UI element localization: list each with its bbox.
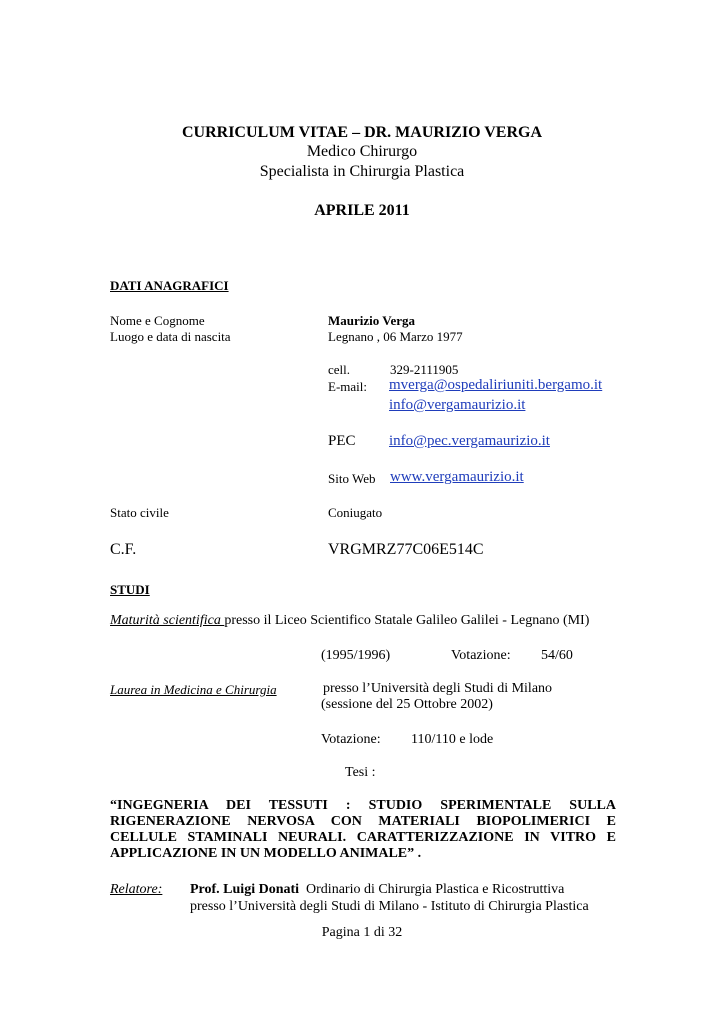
pec-link[interactable]: info@pec.vergamaurizio.it <box>389 433 550 449</box>
thesis-title: “INGEGNERIA DEI TESSUTI : STUDIO SPERIMENTALE SULLA RIGENERAZIONE NERVOSA CON MATERIALI BIOPOLIMERICI E CELLULE STAMINALI NEURALI. CARATTERIZZAZIONE IN VITRO E APPLICAZIONE IN UN MODELLO ANIMALE” . <box>110 798 616 861</box>
supervisor-name: Prof. Luigi Donati <box>190 882 300 897</box>
civil-status-label: Stato civile <box>110 505 169 520</box>
thesis-label: Tesi : <box>345 765 376 780</box>
pec-label: PEC <box>328 433 356 449</box>
website-label: Sito Web <box>328 471 376 486</box>
maturita-line <box>110 613 589 629</box>
document-title: CURRICULUM VITAE – DR. MAURIZIO VERGA <box>181 124 543 141</box>
fiscal-code-label: C.F. <box>110 541 137 558</box>
civil-status-value: Coniugato <box>328 505 383 520</box>
name-label: Nome e Cognome <box>110 313 205 328</box>
supervisor-role: Ordinario di Chirurgia Plastica e Ricostruttiva <box>306 882 565 897</box>
section-heading-studi: STUDI <box>110 582 150 597</box>
email-link-primary[interactable]: mverga@ospedaliriuniti.bergamo.it <box>389 377 603 393</box>
page-number: Pagina 1 di 32 <box>321 925 403 940</box>
document-date: APRILE 2011 <box>314 202 410 219</box>
laurea-session: (sessione del 25 Ottobre 2002) <box>321 697 493 712</box>
supervisor-line <box>190 882 564 898</box>
laurea-text: presso l’Università degli Studi di Milano <box>323 681 553 696</box>
supervisor-place: presso l’Università degli Studi di Milano - Istituto di Chirurgia Plastica <box>190 899 589 914</box>
subtitle-profession: Medico Chirurgo <box>306 143 418 160</box>
section-heading-anagrafici: DATI ANAGRAFICI <box>110 278 229 293</box>
email-link-secondary[interactable]: info@vergamaurizio.it <box>389 397 526 413</box>
birth-value: Legnano , 06 Marzo 1977 <box>328 329 463 344</box>
cell-label: cell. <box>328 362 351 377</box>
maturita-year: (1995/1996) <box>321 648 391 663</box>
maturita-title: Maturità scientifica <box>110 613 225 628</box>
supervisor-label: Relatore: <box>110 882 163 897</box>
maturita-vote: 54/60 <box>541 648 573 663</box>
laurea-title: Laurea in Medicina e Chirurgia <box>110 682 277 697</box>
name-value: Maurizio Verga <box>328 313 416 328</box>
laurea-vote: 110/110 e lode <box>411 732 494 747</box>
laurea-vote-label: Votazione: <box>321 732 381 747</box>
email-label: E-mail: <box>328 379 367 394</box>
maturita-vote-label: Votazione: <box>451 648 511 663</box>
birth-label: Luogo e data di nascita <box>110 329 231 344</box>
maturita-text: presso il Liceo Scientifico Statale Galileo Galilei - Legnano (MI) <box>224 613 590 628</box>
subtitle-specialty: Specialista in Chirurgia Plastica <box>259 163 465 180</box>
website-link[interactable]: www.vergamaurizio.it <box>390 469 524 485</box>
fiscal-code-value: VRGMRZ77C06E514C <box>328 541 484 558</box>
cell-value: 329-2111905 <box>390 362 459 377</box>
